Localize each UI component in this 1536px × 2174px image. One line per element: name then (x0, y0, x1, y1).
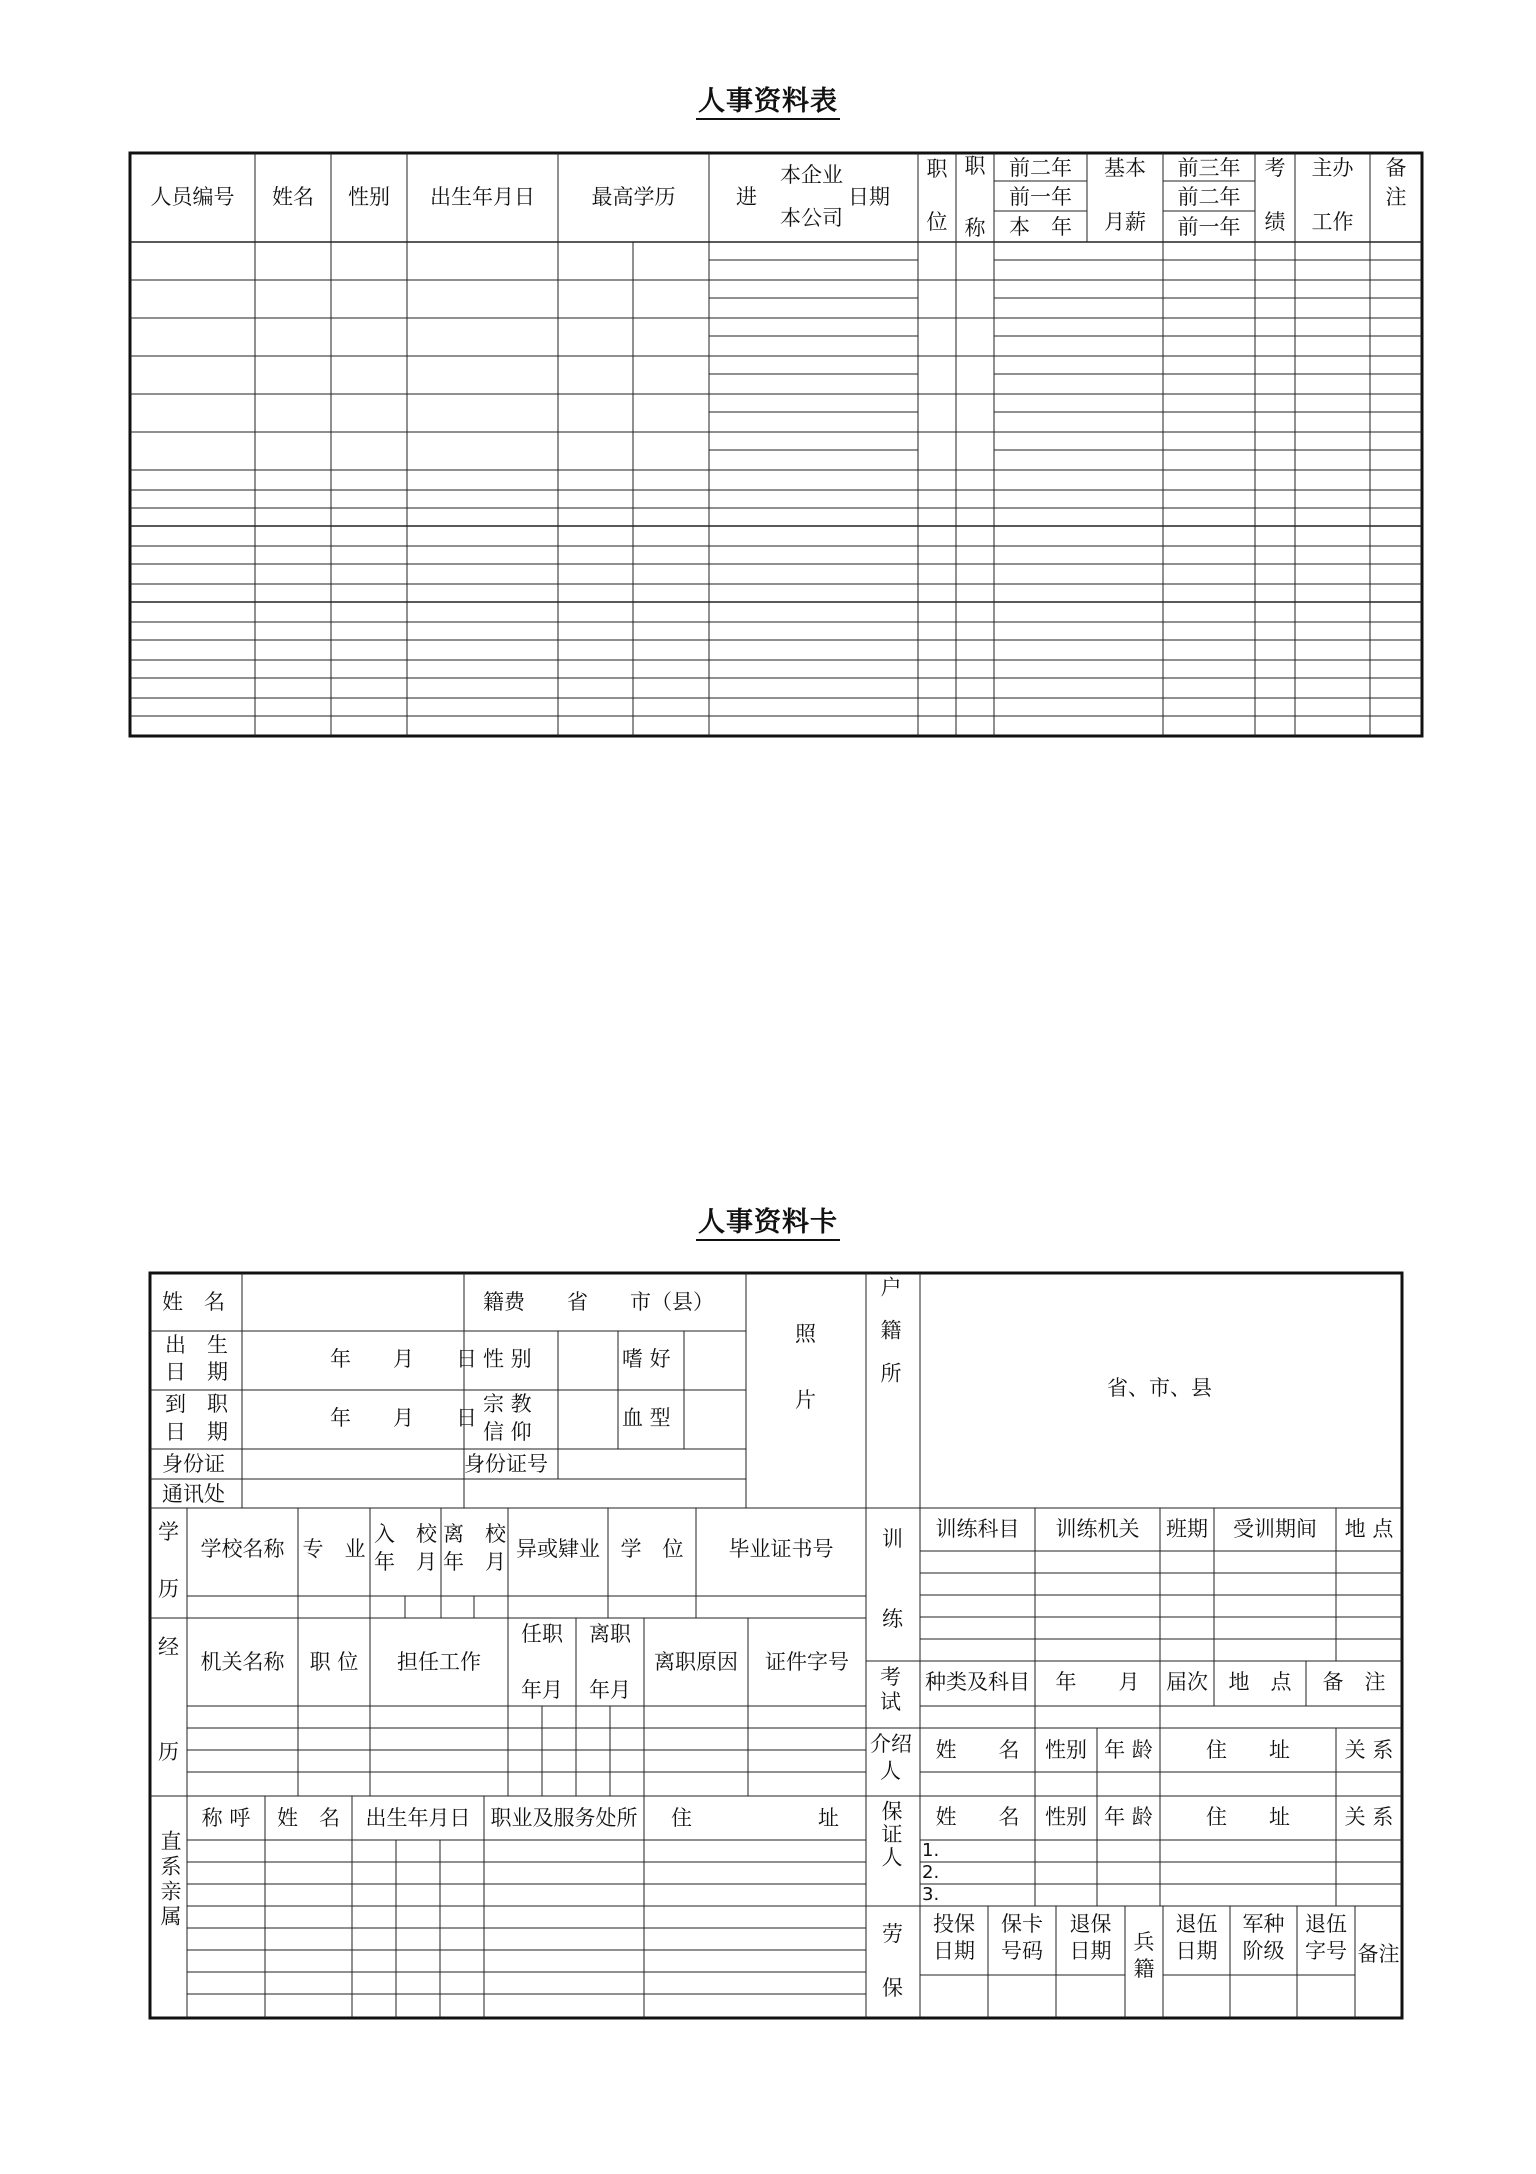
exp-side-a: 经 (158, 1635, 179, 1659)
col-perf-prev3: 前三年 (1177, 156, 1241, 180)
card-id-no-label: 身份证号 (464, 1452, 548, 1476)
train-org: 训练机关 (1055, 1517, 1140, 1541)
guar-side: 保证人 (879, 1800, 903, 1869)
col-birth: 出生年月日 (430, 185, 535, 209)
exp-end-b: 年月 (589, 1678, 631, 1702)
labor-military-a: 兵 (1133, 1930, 1155, 1954)
card-gender-label: 性 别 (483, 1347, 532, 1371)
labor-insure-b: 日期 (933, 1939, 975, 1963)
col-join-date: 日期 (848, 185, 890, 209)
edu-leave-b: 年 月 (443, 1550, 506, 1574)
card-birth-label-b: 日 期 (165, 1360, 228, 1384)
col-years-current: 本 年 (1009, 215, 1072, 239)
guar-row-2: 2. (922, 1862, 940, 1883)
col-join-prefix: 进 (736, 185, 757, 209)
ref-relation: 关 系 (1344, 1738, 1394, 1762)
col-education: 最高学历 (591, 185, 676, 209)
family-title: 称 呼 (201, 1806, 251, 1830)
card-photo-label-a: 照 (795, 1322, 816, 1346)
train-side-a: 训 (882, 1527, 903, 1551)
exp-start-b: 年月 (521, 1678, 563, 1702)
edu-school: 学校名称 (200, 1537, 285, 1561)
family-job: 职业及服务处所 (490, 1806, 638, 1830)
col-main-work-a: 主办 (1311, 156, 1354, 180)
col-rank-b: 称 (964, 216, 986, 240)
exp-duty: 担任工作 (397, 1650, 481, 1674)
guar-row-1: 1. (922, 1840, 940, 1861)
edu-leave-a: 离 校 (443, 1522, 506, 1546)
train-class: 班期 (1166, 1517, 1208, 1541)
exam-ym: 年 月 (1055, 1670, 1140, 1694)
labor-remark: 备注 (1357, 1942, 1400, 1966)
edu-enter-b: 年 月 (374, 1550, 437, 1574)
train-side-b: 练 (882, 1607, 903, 1631)
exp-side-b: 历 (158, 1740, 179, 1764)
labor-card-b: 号码 (1001, 1939, 1043, 1963)
col-rank-a: 职 (964, 154, 986, 178)
col-perf-prev1: 前一年 (1177, 215, 1241, 239)
card-household-label: 户籍所 (878, 1276, 902, 1405)
col-remarks-b: 注 (1385, 185, 1407, 209)
col-emp-id: 人员编号 (150, 185, 235, 209)
edu-major: 专 业 (302, 1537, 366, 1561)
card-religion-label-a: 宗 教 (483, 1392, 532, 1416)
exam-remark: 备 注 (1322, 1670, 1386, 1694)
train-place: 地 点 (1344, 1517, 1394, 1541)
col-years-prev1: 前一年 (1009, 185, 1072, 209)
card-household-value: 省、市、县 (1107, 1376, 1212, 1400)
labor-insure-a: 投保 (933, 1912, 975, 1936)
exp-end-a: 离职 (589, 1622, 631, 1646)
labor-card-a: 保卡 (1001, 1912, 1043, 1936)
col-position-b: 位 (926, 210, 948, 234)
col-main-work-b: 工作 (1311, 210, 1354, 234)
edu-enter-a: 入 校 (374, 1522, 437, 1546)
col-gender: 性别 (348, 185, 390, 209)
col-perf-prev2: 前二年 (1177, 185, 1241, 209)
family-address: 住 址 (671, 1806, 839, 1830)
exam-place: 地 点 (1228, 1670, 1292, 1694)
labor-discharge-b: 日期 (1175, 1939, 1218, 1963)
labor-dcode-b: 字号 (1305, 1939, 1347, 1963)
labor-side-b: 保 (882, 1976, 903, 2000)
exp-post: 职 位 (309, 1650, 359, 1674)
labor-quit-a: 退保 (1069, 1912, 1112, 1936)
exp-reason: 离职原因 (654, 1650, 738, 1674)
labor-military-b: 籍 (1133, 1957, 1155, 1981)
card-birth-label-a: 出 生 (165, 1333, 228, 1357)
ref-age: 年 龄 (1104, 1738, 1153, 1762)
train-subject: 训练科目 (935, 1517, 1020, 1541)
col-salary-b: 月薪 (1104, 210, 1146, 234)
ref-address: 住 址 (1206, 1738, 1290, 1762)
card-native-label: 籍费 省 市（县） (483, 1290, 714, 1314)
ref-side-b: 人 (880, 1759, 901, 1783)
col-position-a: 职 (926, 157, 948, 181)
family-name: 姓 名 (277, 1806, 340, 1830)
card-address-label: 通讯处 (162, 1482, 225, 1506)
col-join-company-b: 本公司 (780, 206, 843, 230)
exp-start-a: 任职 (521, 1622, 563, 1646)
col-join-company-a: 本企业 (780, 163, 843, 187)
card-religion-label-b: 信 仰 (483, 1420, 532, 1444)
card-id-label: 身份证 (162, 1452, 225, 1476)
col-appraisal-b: 绩 (1264, 210, 1286, 234)
card-blood-label: 血 型 (622, 1406, 671, 1430)
ref-gender: 性别 (1045, 1738, 1087, 1762)
col-years-prev2: 前二年 (1009, 156, 1072, 180)
col-remarks-a: 备 (1385, 156, 1407, 180)
col-salary-a: 基本 (1104, 156, 1146, 180)
edu-side-a: 学 (158, 1520, 179, 1544)
labor-branch-a: 军种 (1242, 1912, 1285, 1936)
card-name-label: 姓 名 (162, 1290, 225, 1314)
edu-cert: 毕业证书号 (728, 1537, 834, 1561)
guar-address: 住 址 (1206, 1805, 1290, 1829)
card-title: 人事资料卡 (0, 1207, 1536, 1241)
edu-status: 异或肄业 (516, 1537, 600, 1561)
exam-type: 种类及科目 (925, 1670, 1030, 1694)
guar-relation: 关 系 (1344, 1805, 1394, 1829)
ref-side-a: 介绍 (870, 1732, 912, 1756)
card-arrive-label-b: 日 期 (165, 1420, 228, 1444)
card-arrive-date: 年 月 日 (330, 1406, 477, 1430)
guar-row-3: 3. (922, 1884, 940, 1905)
guar-age: 年 龄 (1104, 1805, 1153, 1829)
table-title: 人事资料表 (0, 86, 1536, 120)
exam-side-b: 试 (880, 1690, 901, 1714)
card-photo-label-b: 片 (795, 1388, 816, 1412)
col-appraisal-a: 考 (1264, 156, 1286, 180)
family-birth: 出生年月日 (365, 1806, 471, 1830)
labor-branch-b: 阶级 (1242, 1939, 1285, 1963)
labor-quit-b: 日期 (1069, 1939, 1112, 1963)
card-hobby-label: 嗜 好 (622, 1347, 671, 1371)
exp-org: 机关名称 (200, 1650, 285, 1674)
ref-name: 姓 名 (935, 1738, 1020, 1762)
card-birth-date: 年 月 日 (330, 1347, 477, 1371)
edu-degree: 学 位 (620, 1537, 684, 1561)
col-name: 姓名 (272, 185, 314, 209)
exam-session: 届次 (1166, 1670, 1208, 1694)
labor-side-a: 劳 (882, 1922, 903, 1946)
exam-side-a: 考 (880, 1665, 901, 1689)
labor-discharge-a: 退伍 (1175, 1912, 1218, 1936)
labor-dcode-a: 退伍 (1305, 1912, 1347, 1936)
guar-gender: 性别 (1045, 1805, 1087, 1829)
exp-cert-no: 证件字号 (765, 1650, 849, 1674)
family-side: 直系亲属 (158, 1830, 182, 1930)
card-arrive-label-a: 到 职 (165, 1392, 228, 1416)
edu-side-b: 历 (158, 1577, 179, 1601)
train-period: 受训期间 (1233, 1517, 1317, 1541)
guar-name: 姓 名 (935, 1805, 1020, 1829)
